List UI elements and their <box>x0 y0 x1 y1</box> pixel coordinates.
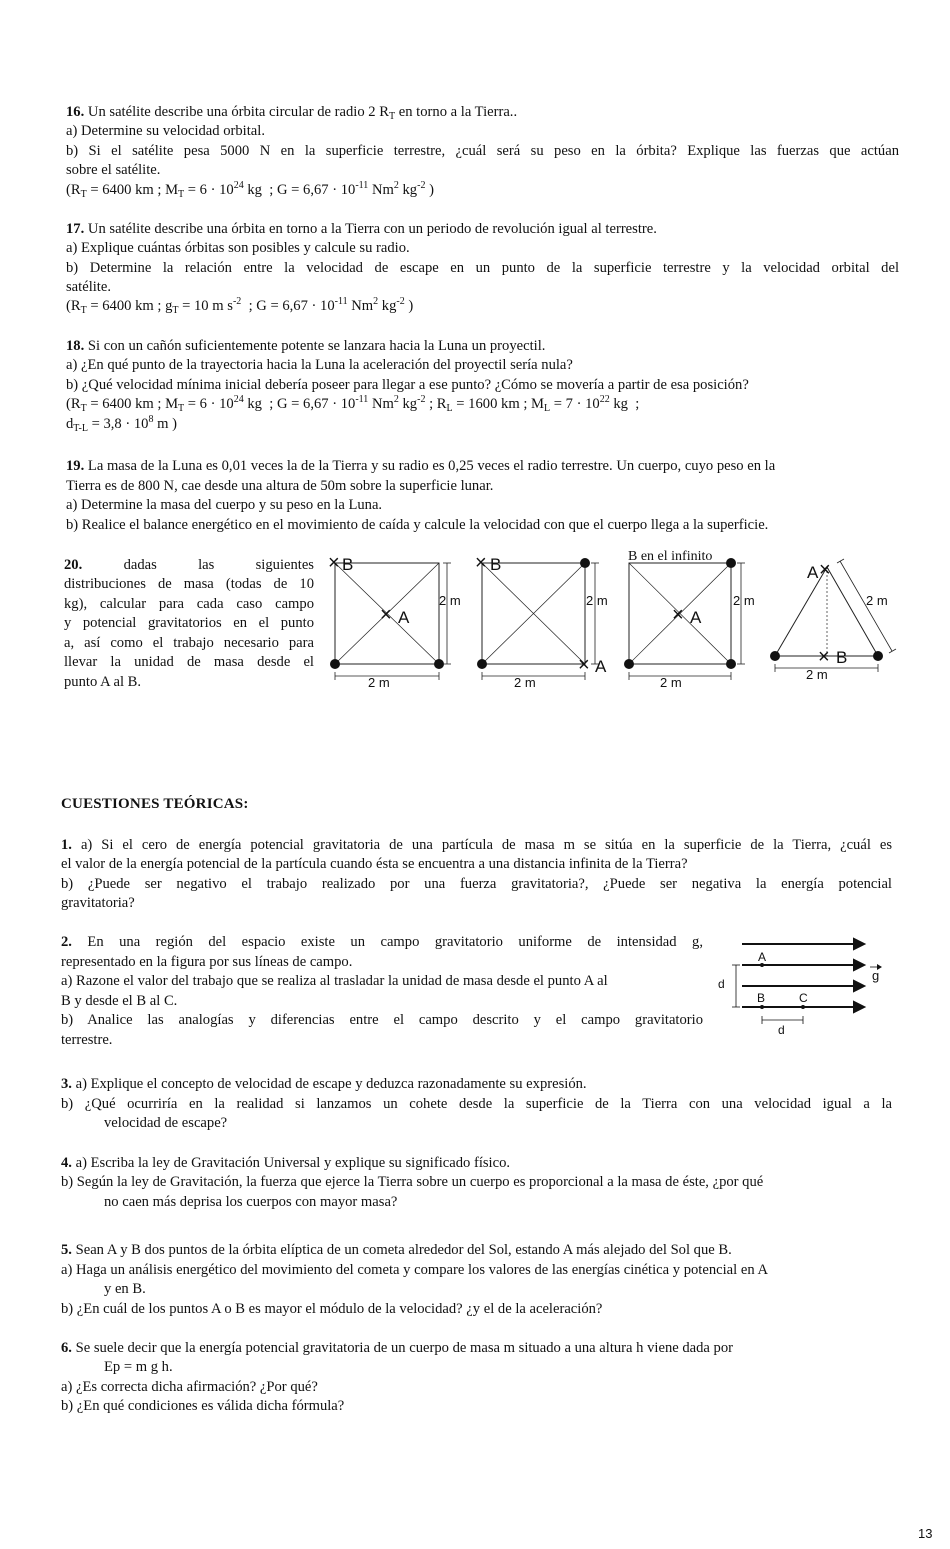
label-d-horizontal: d <box>778 1023 785 1037</box>
figure-4-label-b: B <box>836 648 848 667</box>
question-4-line-1: 4. a) Escriba la ley de Gravitación Universal y explique su significado físico. <box>61 1155 511 1171</box>
problem-17-part-a: a) Explique cuántas órbitas son posibles y calcule su radio. <box>66 240 410 256</box>
figure-4-mass <box>770 651 780 661</box>
problem-18-number: 18. <box>66 338 85 354</box>
question-3-line-1: 3. a) Explique el concepto de velocidad de escape y deduzca razonadamente su expresión. <box>61 1076 587 1092</box>
problem-20-line-2: distribuciones de masa (todas de 10 <box>64 576 314 592</box>
figure-1-side-label: 2 m <box>439 593 461 608</box>
question-6-line-1: 6. Se suele decir que la energía potencial gravitatoria de un cuerpo de masa m situado a una altura h viene dada por <box>61 1340 734 1356</box>
question-2-line-5: b) Analice las analogías y diferencias entre el campo descrito y el campo gravitatorio <box>61 1012 703 1028</box>
question-3-number: 3. <box>61 1076 72 1092</box>
problem-18-intro: 18. Si con un cañón suficientemente potente se lanzara hacia la Luna un proyectil. <box>66 338 546 354</box>
figure-2-label-b: B <box>490 555 502 574</box>
point-b <box>760 1005 764 1009</box>
figure-4-mass <box>873 651 883 661</box>
question-2-number: 2. <box>61 934 72 950</box>
figure-3-label-a: A <box>690 608 702 627</box>
figure-1-label-a: A <box>398 608 410 627</box>
problem-20-line-7: punto A al B. <box>64 674 142 690</box>
question-5-number: 5. <box>61 1242 72 1258</box>
figure-1-label-b: B <box>342 555 354 574</box>
problem-16-intro: 16. Un satélite describe una órbita circular de radio 2 $R_T$ en torno a la Tierra.. <box>66 104 518 122</box>
theory-heading: CUESTIONES TEÓRICAS: <box>61 796 249 812</box>
figure-2-mass <box>580 558 590 568</box>
question-5-line-2: a) Haga un análisis energético del movimiento del cometa y compare los valores de las energías cinética y potencial en A <box>61 1262 769 1278</box>
question-4-line-3: no caen más deprisa los cuerpos con mayor masa? <box>104 1194 398 1210</box>
question-6-formula: Ep = m g h. <box>104 1359 173 1375</box>
problem-19-intro-cont: Tierra es de 800 N, cae desde una altura de 50m sobre la superficie lunar. <box>66 478 494 494</box>
question-2-line-2: representado en la figura por sus líneas de campo. <box>61 954 353 970</box>
figure-1-mark-a: × <box>380 604 392 626</box>
problem-17-data: ($R_T = 6400$ km ; $g_T = 10$ m $s^{-2}$ ; $G = 6,67 \cdot 10^{-11}$ Nm$^2$ $kg^{-2}$ ) <box>66 296 414 316</box>
problem-16-part-b-cont: sobre el satélite. <box>66 162 161 178</box>
figure-3-marks <box>624 549 755 690</box>
question-1-line-2: el valor de la energía potencial de la partícula cuando ésta se encuentra a una distancia infinita de la Tierra? <box>61 856 688 872</box>
question-3-line-2: b) ¿Qué ocurriría en la realidad si lanzamos un cohete desde la superficie de la Tierra con una velocidad igual a la <box>61 1096 892 1112</box>
problem-20-line-3: kg), calcular para cada caso campo <box>64 596 314 612</box>
figure-3-mass <box>726 659 736 669</box>
problem-18-data-cont: $d_{T-L} = 3,8 \cdot 10^8$ m ) <box>66 414 177 434</box>
problem-20-line-6: llevar la unidad de masa desde el <box>64 654 314 670</box>
figure-2-mass <box>477 659 487 669</box>
problem-18-part-a: a) ¿En qué punto de la trayectoria hacia la Luna la aceleración del proyectil sería nula? <box>66 357 573 373</box>
problem-18-data: ($R_T = 6400$ km ; $M_T = 6 \cdot 10^{24}$ kg ; $G = 6,67 \cdot 10^{-11}$ Nm$^2$ $kg^{-2}$ ; $R_L = 1600$ km ; $M_L = 7 \cdot 10^{22}$ kg ; <box>66 394 640 414</box>
problem-17-part-b: b) Determine la relación entre la velocidad de escape en un punto de la superficie terrestre y la velocidad orbital del <box>66 260 899 276</box>
question-6-line-4: b) ¿En qué condiciones es válida dicha fórmula? <box>61 1398 345 1414</box>
question-1-line-3: b) ¿Puede ser negativo el trabajo realizado por una fuerza gravitatoria?, ¿Puede ser negativa la energía potencial <box>61 876 892 892</box>
question-4-line-2: b) Según la ley de Gravitación, la fuerza que ejerce la Tierra sobre un cuerpo es proporcional a la masa de éste, ¿por qué <box>61 1174 764 1190</box>
problem-19-number: 19. <box>66 458 85 474</box>
figure-2-side-label: 2 m <box>586 593 608 608</box>
problem-20-line-4: y potencial gravitatorios en el punto <box>64 615 314 631</box>
question-2-line-6: terrestre. <box>61 1032 113 1048</box>
problem-16-number: 16. <box>66 104 85 120</box>
question-5-line-3: y en B. <box>104 1281 146 1297</box>
figure-3-infinity-label: B en el infinito <box>628 549 713 564</box>
figure-2-bottom-label: 2 m <box>514 675 536 690</box>
figure-3-bottom-label: 2 m <box>660 675 682 690</box>
label-d-vertical: d <box>718 977 725 991</box>
problem-19-part-b: b) Realice el balance energético en el movimiento de caída y calcule la velocidad con que el cuerpo llega a la superficie. <box>66 517 769 533</box>
figure-3-side-label: 2 m <box>733 593 755 608</box>
question-5-line-1: 5. Sean A y B dos puntos de la órbita elíptica de un cometa alrededor del Sol, estando A más alejado del Sol que B. <box>61 1242 732 1258</box>
problem-17-number: 17. <box>66 221 85 237</box>
figure-1-bottom-label: 2 m <box>368 675 390 690</box>
question-6-number: 6. <box>61 1340 72 1356</box>
problem-17-part-b-cont: satélite. <box>66 279 111 295</box>
question-5-line-4: b) ¿En cuál de los puntos A o B es mayor el módulo de la velocidad? ¿y el de la aceleración? <box>61 1301 603 1317</box>
label-a: A <box>758 950 767 964</box>
figure-square-2 <box>482 563 585 664</box>
mass-distribution-figures <box>320 545 910 695</box>
figure-4-mark-b: × <box>818 646 830 668</box>
problem-20-number: 20. <box>64 557 83 573</box>
question-1-line-4: gravitatoria? <box>61 895 135 911</box>
figure-1-mark-b: × <box>328 552 340 574</box>
problem-20-line-1: 20. dadas las siguientes <box>64 557 314 573</box>
problem-20-line-5: a, así como el trabajo necesario para <box>64 635 314 651</box>
problem-16-part-a: a) Determine su velocidad orbital. <box>66 123 265 139</box>
page-number: 13 <box>918 1526 933 1541</box>
uniform-field-figure <box>712 930 892 1040</box>
label-b: B <box>757 991 766 1005</box>
problem-17-intro: 17. Un satélite describe una órbita en torno a la Tierra con un periodo de revolución igual al terrestre. <box>66 221 657 237</box>
label-g: g <box>872 968 880 983</box>
figure-4-mark-a: × <box>819 559 831 581</box>
figure-2-mark-b: × <box>475 552 487 574</box>
question-6-line-3: a) ¿Es correcta dicha afirmación? ¿Por qué? <box>61 1379 318 1395</box>
figure-4-label-a: A <box>807 563 819 582</box>
figure-4-side-label: 2 m <box>866 593 888 608</box>
point-c <box>801 1005 805 1009</box>
question-2-line-1: 2. En una región del espacio existe un campo gravitatorio uniforme de intensidad g, <box>61 934 703 950</box>
figure-3-mass <box>726 558 736 568</box>
figure-1-mass <box>434 659 444 669</box>
problem-19-intro: 19. La masa de la Luna es 0,01 veces la de la Tierra y su radio es 0,25 veces el radio terrestre. Un cuerpo, cuyo peso en la <box>66 458 776 474</box>
figure-3-mass <box>624 659 634 669</box>
problem-16-part-b: b) Si el satélite pesa 5000 N en la superficie terrestre, ¿cuál será su peso en la órbita? Explique las fuerzas que actúan <box>66 143 899 159</box>
question-1-number: 1. <box>61 837 72 853</box>
figure-4-bottom-label: 2 m <box>806 667 828 682</box>
question-1-line-1: 1. a) Si el cero de energía potencial gravitatoria de una partícula de masa m se sitúa en la superficie de la Tierra, ¿cuál es <box>61 837 893 853</box>
question-4-number: 4. <box>61 1155 72 1171</box>
figure-3-mark-a: × <box>672 604 684 626</box>
question-3-line-3: velocidad de escape? <box>104 1115 228 1131</box>
problem-16-data: ($R_T = 6400$ km ; $M_T = 6 \cdot 10^{24}$ kg ; $G = 6,67 \cdot 10^{-11}$ Nm$^2$ $kg^{-2}$ ) <box>66 180 434 200</box>
figure-1-mass <box>330 659 340 669</box>
question-2-line-3: a) Razone el valor del trabajo que se realiza al trasladar la unidad de masa desde el punto A al <box>61 973 608 989</box>
label-c: C <box>799 991 808 1005</box>
problem-19-part-a: a) Determine la masa del cuerpo y su peso en la Luna. <box>66 497 383 513</box>
question-2-line-4: B y desde el B al C. <box>61 993 178 1009</box>
problem-18-part-b: b) ¿Qué velocidad mínima inicial debería poseer para llegar a ese punto? ¿Cómo se movería a partir de esa posición? <box>66 377 749 393</box>
figure-2-mark-a: × <box>578 654 590 676</box>
figure-2-label-a: A <box>595 657 607 676</box>
